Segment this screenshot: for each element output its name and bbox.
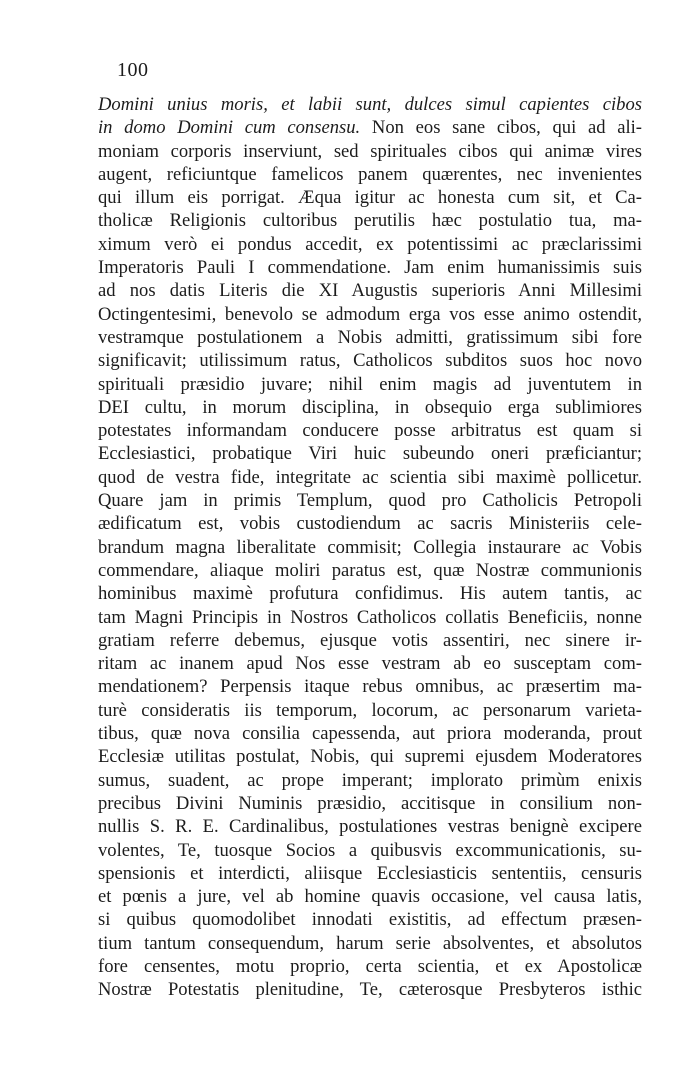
regular-text: precibus Divini Numinis præsidio, accitisque in consilium non- bbox=[98, 792, 642, 814]
regular-text: commendare, aliaque moliri paratus est, quæ Nostræ communionis bbox=[98, 559, 642, 581]
text-line bbox=[98, 675, 642, 698]
page-number: 100 bbox=[117, 59, 149, 81]
text-line bbox=[98, 163, 642, 186]
text-line bbox=[98, 932, 642, 955]
text-line bbox=[98, 466, 642, 489]
regular-text: significavit; utilissimum ratus, Catholicos subditos suos hoc novo bbox=[98, 350, 642, 372]
text-line bbox=[98, 209, 642, 232]
regular-text: hominibus maximè profutura confidimus. His autem tantis, ac bbox=[98, 583, 642, 605]
text-line bbox=[98, 303, 642, 326]
regular-text: moniam corporis inserviunt, sed spirituales cibos qui animæ vires bbox=[98, 140, 642, 162]
regular-text: mendationem? Perpensis itaque rebus omnibus, ac præsertim ma- bbox=[98, 676, 642, 698]
regular-text: spensionis et interdicti, aliisque Ecclesiasticis sententiis, censuris bbox=[98, 862, 642, 884]
regular-text: ximum verò ei pondus accedit, ex potentissimi ac præclarissimi bbox=[98, 233, 642, 255]
text-line bbox=[98, 140, 642, 163]
text-line bbox=[98, 839, 642, 862]
regular-text: Octingentesimi, benevolo se admodum erga vos esse animo ostendit, bbox=[98, 303, 642, 325]
regular-text: sumus, suadent, ac prope imperant; implorato primùm enixis bbox=[98, 769, 642, 791]
text-line bbox=[98, 186, 642, 209]
body-text bbox=[98, 93, 642, 1002]
text-line bbox=[98, 699, 642, 722]
text-line bbox=[98, 862, 642, 885]
regular-text: volentes, Te, tuosque Socios a quibusvis excommunicationis, su- bbox=[98, 839, 642, 861]
text-line bbox=[98, 279, 642, 302]
text-line bbox=[98, 349, 642, 372]
text-line bbox=[98, 792, 642, 815]
italic-text: Domini unius moris, et labii sunt, dulces simul capientes cibos bbox=[98, 94, 642, 115]
text-line bbox=[98, 442, 642, 465]
text-line bbox=[98, 559, 642, 582]
regular-text: qui illum eis porrigat. Æqua igitur ac honesta cum sit, et Ca- bbox=[98, 187, 642, 209]
regular-text: si quibus quomodolibet innodati existitis, ad effectum præsen- bbox=[98, 909, 642, 931]
text-line bbox=[98, 769, 642, 792]
text-line bbox=[98, 955, 642, 978]
regular-text: Quare jam in primis Templum, quod pro Catholicis Petropoli bbox=[98, 490, 642, 512]
regular-text: tam Magni Principis in Nostros Catholicos collatis Beneficiis, nonne bbox=[98, 606, 642, 628]
regular-text: brandum magna liberalitate commisit; Collegia instaurare ac Vobis bbox=[98, 536, 642, 558]
text-line bbox=[98, 908, 642, 931]
text-line bbox=[98, 256, 642, 279]
text-line bbox=[98, 978, 642, 1001]
text-line bbox=[98, 326, 642, 349]
regular-text: et pœnis a jure, vel ab homine quavis occasione, vel causa latis, bbox=[98, 886, 642, 908]
regular-text: augent, reficiuntque famelicos panem quærentes, nec invenientes bbox=[98, 163, 642, 185]
regular-text: Ecclesiæ utilitas postulat, Nobis, qui supremi ejusdem Moderatores bbox=[98, 746, 642, 768]
regular-text: ædificatum est, vobis custodiendum ac sacris Ministeriis cele- bbox=[98, 513, 642, 535]
text-line bbox=[98, 629, 642, 652]
text-line bbox=[98, 512, 642, 535]
regular-text: Nostræ Potestatis plenitudine, Te, cæterosque Presbyteros isthic bbox=[98, 979, 642, 1001]
regular-text: ad nos datis Literis die XI Augustis superioris Anni Millesimi bbox=[98, 280, 642, 302]
regular-text: spirituali præsidio juvare; nihil enim magis ad juventutem in bbox=[98, 373, 642, 395]
regular-text: vestramque postulationem a Nobis admitti, gratissimum sibi fore bbox=[98, 326, 642, 348]
regular-text: tium tantum consequendum, harum serie absolventes, et absolutos bbox=[98, 932, 642, 954]
text-line bbox=[98, 233, 642, 256]
regular-text: tholicæ Religionis cultoribus perutilis hæc postulatio tua, ma- bbox=[98, 210, 642, 232]
regular-text: DEI cultu, in morum disciplina, in obsequio erga sublimiores bbox=[98, 396, 642, 418]
text-line bbox=[98, 815, 642, 838]
regular-text: gratiam referre debemus, ejusque votis assentiri, nec sinere ir- bbox=[98, 629, 642, 651]
regular-text: nullis S. R. E. Cardinalibus, postulationes vestras benignè excipere bbox=[98, 816, 642, 838]
text-line bbox=[98, 652, 642, 675]
regular-text: tibus, quæ nova consilia capessenda, aut priora moderanda, prout bbox=[98, 723, 642, 745]
text-line bbox=[98, 722, 642, 745]
regular-text: quod de vestra fide, integritate ac scientia sibi maximè pollicetur. bbox=[98, 466, 642, 488]
italic-text: in domo Domini cum consensu. bbox=[98, 117, 361, 139]
text-line bbox=[98, 93, 642, 116]
text-line bbox=[98, 419, 642, 442]
regular-text: Imperatoris Pauli I commendatione. Jam enim humanissimis suis bbox=[98, 257, 642, 279]
text-line bbox=[98, 582, 642, 605]
regular-text: ritam ac inanem apud Nos esse vestram ab eo susceptam com- bbox=[98, 653, 642, 675]
text-line bbox=[98, 536, 642, 559]
regular-text: turè consideratis iis temporum, locorum, ac personarum varieta- bbox=[98, 699, 642, 721]
regular-text: fore censentes, motu proprio, certa scientia, et ex Apostolicæ bbox=[98, 955, 642, 977]
text-line bbox=[98, 489, 642, 512]
text-line bbox=[98, 116, 642, 139]
regular-text: potestates informandam conducere posse arbitratus est quam si bbox=[98, 420, 642, 442]
text-line bbox=[98, 745, 642, 768]
text-line bbox=[98, 373, 642, 396]
text-line bbox=[98, 606, 642, 629]
text-line bbox=[98, 396, 642, 419]
text-line bbox=[98, 885, 642, 908]
regular-text: Non eos sane cibos, qui ad ali- bbox=[360, 117, 642, 139]
regular-text: Ecclesiastici, probatique Viri huic subeundo oneri præficiantur; bbox=[98, 443, 642, 465]
